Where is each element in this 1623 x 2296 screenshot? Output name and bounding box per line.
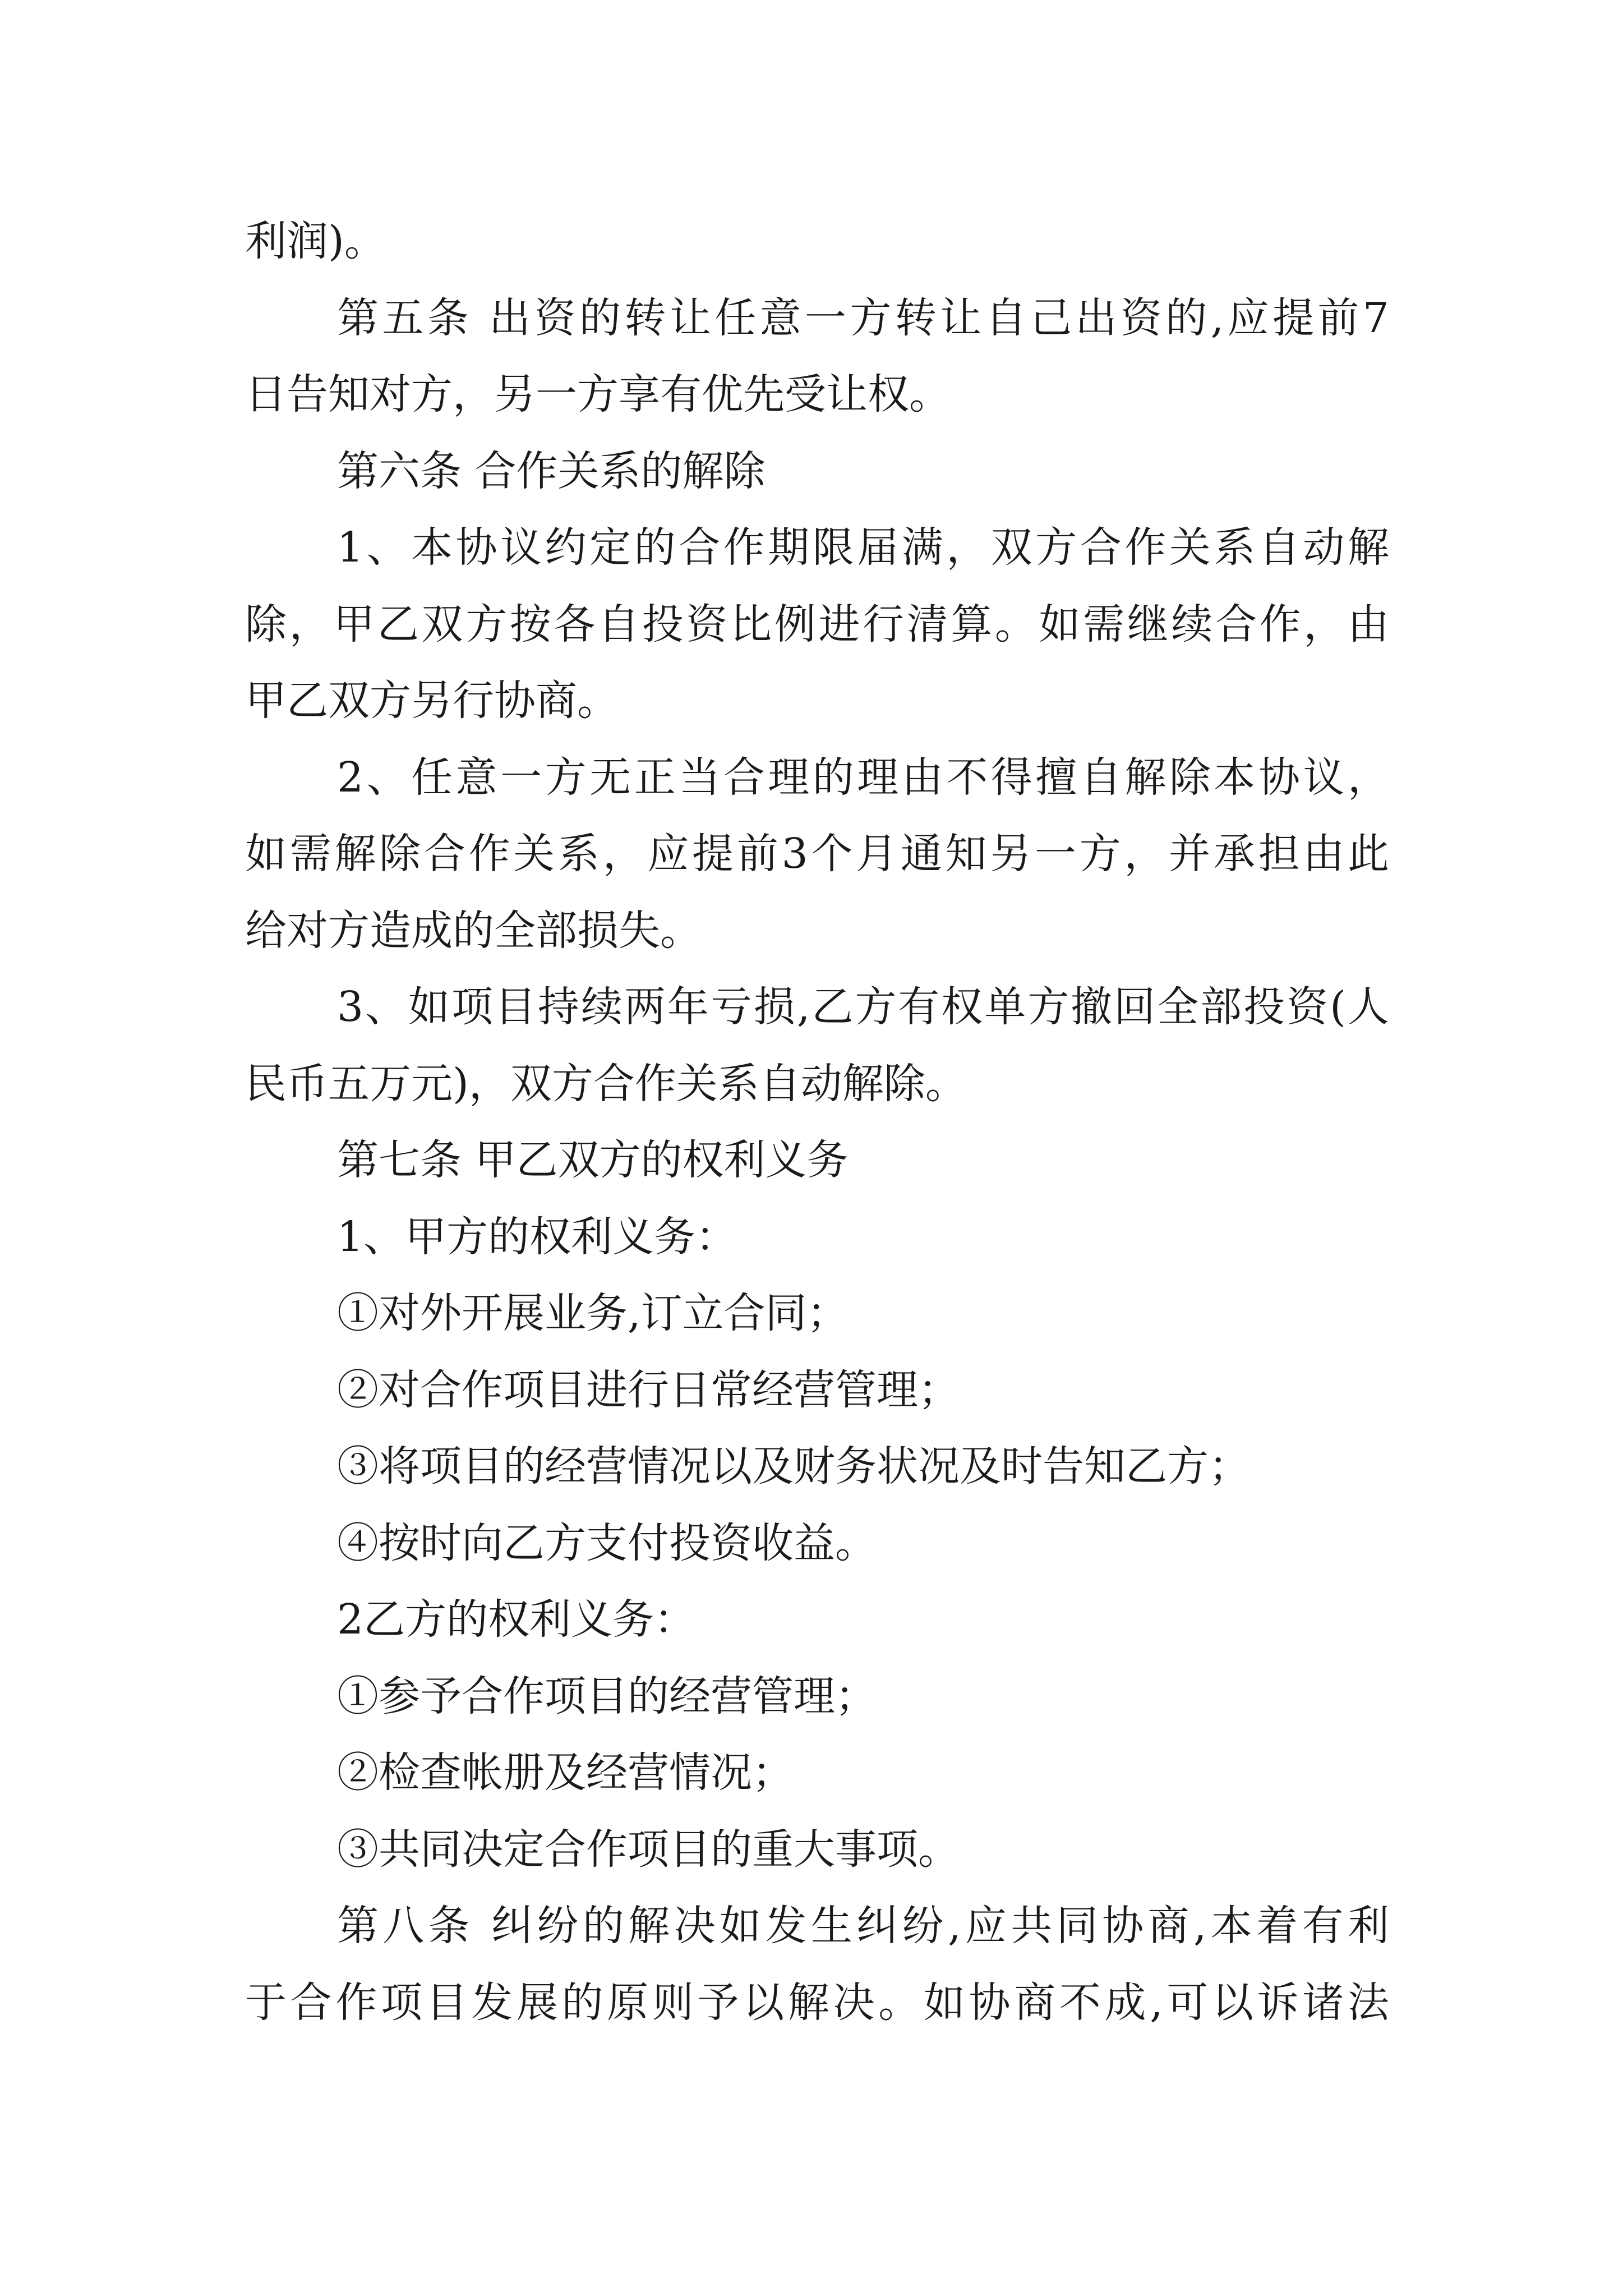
list-item: ③共同决定合作项目的重大事项。: [337, 1825, 960, 1874]
text-line: 于合作项目发展的原则予以解决。如协商不成,可以诉诸法: [245, 1978, 1389, 2027]
document-body: [245, 203, 1389, 2041]
text-line: 给对方造成的全部损失。: [245, 906, 702, 955]
text-line: 1、甲方的权利义务：: [337, 1212, 737, 1261]
list-item: ③将项目的经营情况以及财务状况及时告知乙方；: [337, 1442, 1250, 1490]
section-heading: 第八条 纠纷的解决如发生纠纷,应共同协商,本着有利: [337, 1902, 1389, 1950]
text-line: 民币五万元)，双方合作关系自动解除。: [245, 1059, 967, 1108]
text-line: 3、如项目持续两年亏损,乙方有权单方撤回全部投资(人: [337, 983, 1389, 1031]
text-line: 2、任意一方无正当合理的理由不得擅自解除本协议，: [337, 753, 1389, 802]
list-item: ①对外开展业务,订立合同；: [337, 1289, 849, 1337]
text-line: 1、本协议约定的合作期限届满，双方合作关系自动解: [337, 523, 1389, 572]
text-line: 2乙方的权利义务：: [337, 1595, 696, 1644]
list-item: ①参予合作项目的经营管理；: [337, 1672, 877, 1720]
text-line: 第五条 出资的转让任意一方转让自己出资的,应提前7: [337, 293, 1389, 342]
text-line: 日告知对方，另一方享有优先受让权。: [245, 370, 951, 418]
section-heading: 第七条 甲乙双方的权利义务: [337, 1136, 849, 1184]
list-item: ②检查帐册及经营情况；: [337, 1749, 794, 1797]
list-item: ④按时向乙方支付投资收益。: [337, 1519, 877, 1567]
section-heading: 第六条 合作关系的解除: [337, 447, 766, 495]
list-item: ②对合作项目进行日常经营管理；: [337, 1365, 960, 1414]
text-line: 如需解除合作关系，应提前3个月通知另一方，并承担由此: [245, 830, 1389, 878]
text-line: 除，甲乙双方按各自投资比例进行清算。如需继续合作，由: [245, 600, 1389, 648]
text-line: 甲乙双方另行协商。: [245, 677, 619, 725]
text-line: 利润)。: [245, 217, 386, 265]
